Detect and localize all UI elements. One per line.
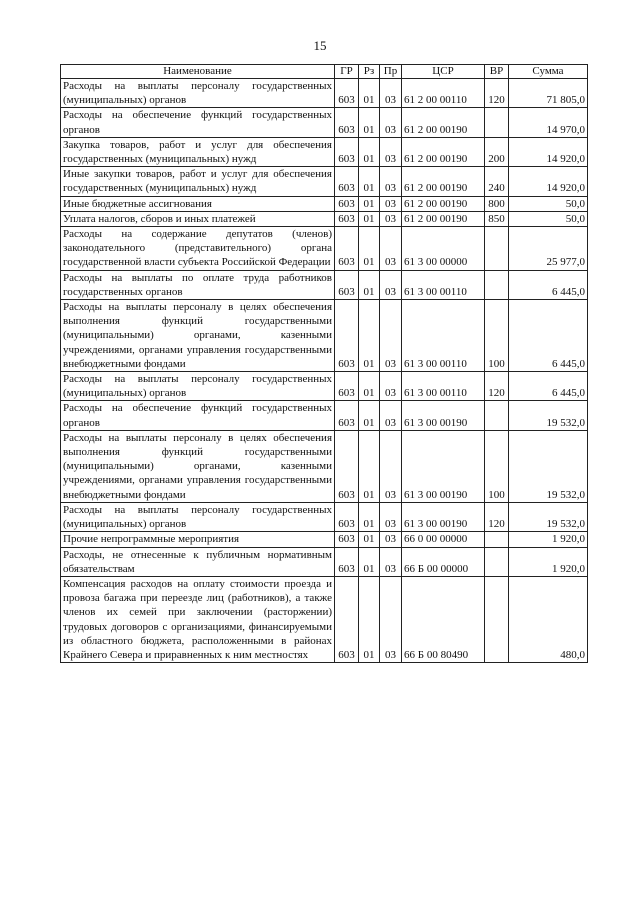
cell-pr: 03 — [380, 196, 402, 211]
page-number: 15 — [313, 38, 327, 53]
cell-csr: 61 2 00 00190 — [402, 137, 485, 166]
cell-vr: 200 — [485, 137, 509, 166]
cell-csr: 61 3 00 00110 — [402, 270, 485, 299]
cell-name: Компенсация расходов на оплату стоимости проезда и провоза багажа при переезде лиц (работников), а также членов их семей при заключении (расторжении) трудовых договоров с организациями, финансируемыми из областного бюджета, расположенными в районах Крайнего Севера и приравненных к ним местностях — [61, 576, 335, 662]
cell-name: Иные бюджетные ассигнования — [61, 196, 335, 211]
cell-csr: 61 2 00 00190 — [402, 211, 485, 226]
cell-name: Расходы на выплаты персоналу в целях обеспечения выполнения функций государственными (муниципальными) органами, казенными учреждениями, органами управления государственными внебюджетными фондами — [61, 430, 335, 502]
cell-sum: 1 920,0 — [509, 532, 588, 547]
table-row — [61, 211, 588, 226]
cell-sum: 14 970,0 — [509, 108, 588, 137]
table-header-row — [61, 65, 588, 79]
cell-name: Закупка товаров, работ и услуг для обеспечения государственных (муниципальных) нужд — [61, 137, 335, 166]
cell-csr: 61 2 00 00110 — [402, 79, 485, 108]
cell-name: Расходы на содержание депутатов (членов) законодательного (представительного) органа государственной власти субъекта Российской Федерации — [61, 227, 335, 271]
cell-pr: 03 — [380, 227, 402, 271]
cell-rz: 01 — [359, 547, 380, 576]
cell-rz: 01 — [359, 108, 380, 137]
table-row — [61, 532, 588, 547]
cell-csr: 66 Б 00 80490 — [402, 576, 485, 662]
cell-vr — [485, 270, 509, 299]
cell-vr: 100 — [485, 300, 509, 372]
cell-rz: 01 — [359, 137, 380, 166]
cell-csr: 61 3 00 00000 — [402, 227, 485, 271]
cell-sum: 6 445,0 — [509, 300, 588, 372]
cell-csr: 61 2 00 00190 — [402, 108, 485, 137]
table-row — [61, 502, 588, 531]
header-vr: ВР — [485, 65, 509, 79]
cell-pr: 03 — [380, 167, 402, 196]
cell-rz: 01 — [359, 167, 380, 196]
cell-pr: 03 — [380, 211, 402, 226]
cell-vr — [485, 401, 509, 430]
cell-pr: 03 — [380, 532, 402, 547]
cell-csr: 61 3 00 00190 — [402, 401, 485, 430]
cell-name: Прочие непрограммные мероприятия — [61, 532, 335, 547]
cell-rz: 01 — [359, 576, 380, 662]
table-row — [61, 547, 588, 576]
cell-gr: 603 — [335, 532, 359, 547]
cell-name: Расходы, не отнесенные к публичным нормативным обязательствам — [61, 547, 335, 576]
cell-rz: 01 — [359, 79, 380, 108]
table-row — [61, 196, 588, 211]
table-row — [61, 137, 588, 166]
cell-sum: 19 532,0 — [509, 430, 588, 502]
cell-name: Расходы на выплаты персоналу государственных (муниципальных) органов — [61, 79, 335, 108]
table-row — [61, 108, 588, 137]
cell-vr — [485, 227, 509, 271]
table-row — [61, 167, 588, 196]
cell-rz: 01 — [359, 196, 380, 211]
cell-name: Уплата налогов, сборов и иных платежей — [61, 211, 335, 226]
cell-vr: 120 — [485, 502, 509, 531]
cell-pr: 03 — [380, 576, 402, 662]
cell-sum: 6 445,0 — [509, 372, 588, 401]
cell-vr: 120 — [485, 79, 509, 108]
header-gr: ГР — [335, 65, 359, 79]
cell-rz: 01 — [359, 372, 380, 401]
budget-table — [60, 64, 588, 663]
cell-pr: 03 — [380, 300, 402, 372]
cell-rz: 01 — [359, 270, 380, 299]
header-csr: ЦСР — [402, 65, 485, 79]
cell-name: Иные закупки товаров, работ и услуг для обеспечения государственных (муниципальных) нужд — [61, 167, 335, 196]
cell-gr: 603 — [335, 137, 359, 166]
cell-pr: 03 — [380, 372, 402, 401]
cell-name: Расходы на обеспечение функций государственных органов — [61, 108, 335, 137]
cell-gr: 603 — [335, 576, 359, 662]
cell-rz: 01 — [359, 502, 380, 531]
table-row — [61, 372, 588, 401]
table-body — [61, 79, 588, 663]
cell-pr: 03 — [380, 502, 402, 531]
cell-gr: 603 — [335, 300, 359, 372]
cell-sum: 71 805,0 — [509, 79, 588, 108]
cell-gr: 603 — [335, 167, 359, 196]
cell-name: Расходы на выплаты персоналу в целях обеспечения выполнения функций государственными (муниципальными) органами, казенными учреждениями, органами управления государственными внебюджетными фондами — [61, 300, 335, 372]
cell-gr: 603 — [335, 211, 359, 226]
cell-gr: 603 — [335, 196, 359, 211]
cell-csr: 61 3 00 00190 — [402, 502, 485, 531]
cell-sum: 19 532,0 — [509, 401, 588, 430]
header-sum: Сумма — [509, 65, 588, 79]
cell-gr: 603 — [335, 108, 359, 137]
cell-vr — [485, 576, 509, 662]
cell-sum: 19 532,0 — [509, 502, 588, 531]
cell-gr: 603 — [335, 430, 359, 502]
cell-vr: 850 — [485, 211, 509, 226]
cell-gr: 603 — [335, 79, 359, 108]
table-row — [61, 430, 588, 502]
table-row — [61, 401, 588, 430]
cell-vr — [485, 108, 509, 137]
cell-vr — [485, 547, 509, 576]
table-row — [61, 270, 588, 299]
header-name: Наименование — [61, 65, 335, 79]
cell-rz: 01 — [359, 300, 380, 372]
cell-rz: 01 — [359, 430, 380, 502]
cell-csr: 66 Б 00 00000 — [402, 547, 485, 576]
cell-gr: 603 — [335, 227, 359, 271]
cell-sum: 50,0 — [509, 196, 588, 211]
cell-sum: 14 920,0 — [509, 167, 588, 196]
cell-csr: 61 2 00 00190 — [402, 196, 485, 211]
cell-gr: 603 — [335, 547, 359, 576]
cell-rz: 01 — [359, 532, 380, 547]
cell-csr: 61 2 00 00190 — [402, 167, 485, 196]
cell-gr: 603 — [335, 401, 359, 430]
cell-pr: 03 — [380, 137, 402, 166]
cell-vr: 240 — [485, 167, 509, 196]
table-row — [61, 300, 588, 372]
cell-csr: 66 0 00 00000 — [402, 532, 485, 547]
cell-name: Расходы на обеспечение функций государственных органов — [61, 401, 335, 430]
cell-rz: 01 — [359, 211, 380, 226]
header-pr: Пр — [380, 65, 402, 79]
cell-sum: 6 445,0 — [509, 270, 588, 299]
cell-gr: 603 — [335, 502, 359, 531]
cell-pr: 03 — [380, 547, 402, 576]
cell-pr: 03 — [380, 401, 402, 430]
cell-rz: 01 — [359, 227, 380, 271]
cell-csr: 61 3 00 00110 — [402, 372, 485, 401]
cell-name: Расходы на выплаты персоналу государственных (муниципальных) органов — [61, 502, 335, 531]
cell-sum: 1 920,0 — [509, 547, 588, 576]
cell-rz: 01 — [359, 401, 380, 430]
cell-name: Расходы на выплаты персоналу государственных (муниципальных) органов — [61, 372, 335, 401]
cell-vr: 120 — [485, 372, 509, 401]
cell-pr: 03 — [380, 79, 402, 108]
cell-sum: 25 977,0 — [509, 227, 588, 271]
cell-vr: 100 — [485, 430, 509, 502]
cell-sum: 480,0 — [509, 576, 588, 662]
cell-pr: 03 — [380, 430, 402, 502]
cell-gr: 603 — [335, 372, 359, 401]
header-rz: Рз — [359, 65, 380, 79]
table-row — [61, 79, 588, 108]
cell-sum: 14 920,0 — [509, 137, 588, 166]
table-row — [61, 227, 588, 271]
cell-csr: 61 3 00 00110 — [402, 300, 485, 372]
cell-gr: 603 — [335, 270, 359, 299]
cell-sum: 50,0 — [509, 211, 588, 226]
table-row — [61, 576, 588, 662]
cell-csr: 61 3 00 00190 — [402, 430, 485, 502]
cell-vr: 800 — [485, 196, 509, 211]
cell-pr: 03 — [380, 108, 402, 137]
cell-pr: 03 — [380, 270, 402, 299]
cell-name: Расходы на выплаты по оплате труда работников государственных органов — [61, 270, 335, 299]
cell-vr — [485, 532, 509, 547]
